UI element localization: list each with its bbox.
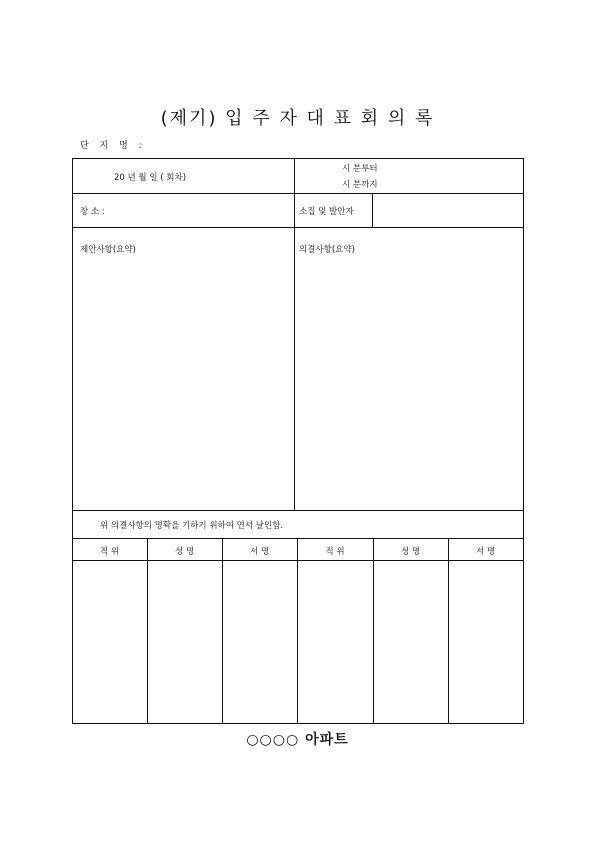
sign-header-name-1: 성 명 xyxy=(174,547,195,557)
proposal-label: 제안사항(요약) xyxy=(80,245,136,255)
sign-col-divider-2 xyxy=(222,538,223,724)
sign-header-signature-1: 서 명 xyxy=(249,547,270,557)
table-border-top xyxy=(72,158,524,159)
footer-apartment-name: ○○○○ 아파트 xyxy=(246,732,349,748)
row-divider-5 xyxy=(72,560,524,561)
confirmation-text: 위 의결사항의 명확을 기하기 위하여 연서 날인함. xyxy=(100,521,284,531)
sign-col-divider-5 xyxy=(448,538,449,724)
time-to-label: 시 분까지 xyxy=(342,180,378,190)
minutes-form-table xyxy=(72,158,524,724)
row-divider-3 xyxy=(72,510,524,511)
resolution-label: 의결사항(요약) xyxy=(299,245,355,255)
sign-col-divider-4 xyxy=(373,538,374,724)
page-title: (제기) 입 주 자 대 표 회 의 록 xyxy=(160,108,435,129)
sign-col-divider-1 xyxy=(147,538,148,724)
col-divider-convener xyxy=(372,193,373,228)
sign-header-name-2: 성 명 xyxy=(400,547,421,557)
place-label: 장 소 : xyxy=(80,207,105,217)
row-divider-4 xyxy=(72,538,524,539)
time-from-label: 시 분부터 xyxy=(342,164,378,174)
sign-header-signature-2: 서 명 xyxy=(475,547,496,557)
col-divider-mid xyxy=(294,158,295,511)
row-divider-2 xyxy=(72,227,524,228)
convener-label: 소집 및 발안자 xyxy=(299,207,354,217)
table-border-left xyxy=(72,158,73,724)
sign-header-position-1: 직 위 xyxy=(99,547,120,557)
row-divider-1 xyxy=(72,193,524,194)
complex-name-label: 단 지 명 : xyxy=(80,141,146,151)
meeting-date-label: 20 년 월 일 ( 회차) xyxy=(114,173,187,183)
table-border-right xyxy=(523,158,524,724)
table-border-bottom xyxy=(72,723,524,724)
sign-header-position-2: 직 위 xyxy=(325,547,345,557)
sign-col-divider-3 xyxy=(297,538,298,724)
